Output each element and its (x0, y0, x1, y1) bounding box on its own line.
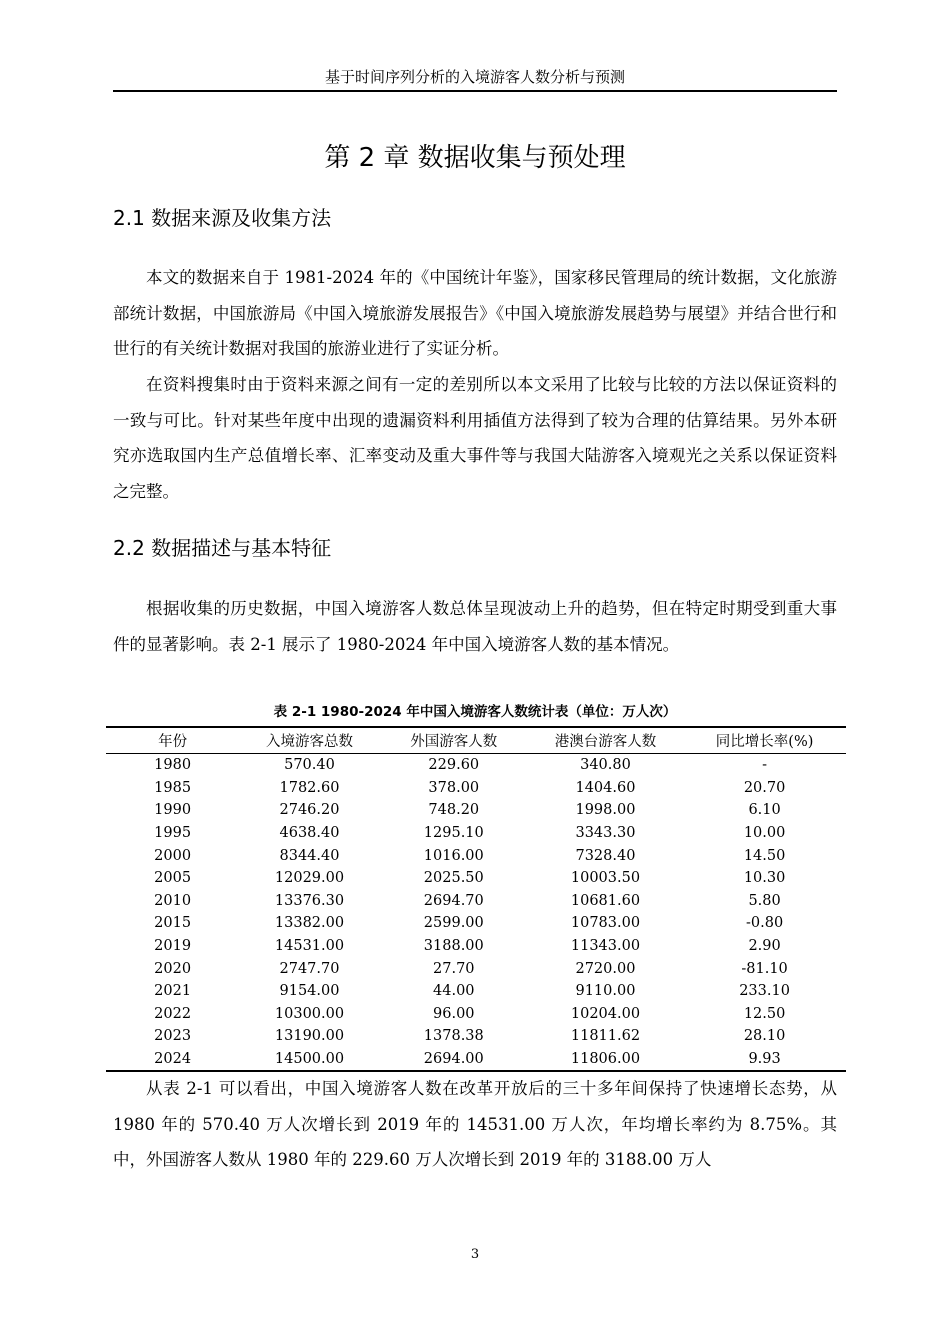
table-row (106, 890, 846, 913)
table-cell: 96.00 (433, 1005, 475, 1022)
table-cell: 2010 (154, 892, 192, 909)
table-row (106, 754, 846, 777)
table-cell: 11811.62 (570, 1028, 641, 1045)
table-cell: 20.70 (743, 779, 786, 796)
table-cell: 8344.40 (279, 847, 340, 864)
table-cell: 2024 (154, 1051, 192, 1068)
table-cell: 748.20 (428, 802, 480, 819)
table-cell: 1985 (154, 779, 192, 796)
table-cell: 10783.00 (570, 915, 641, 932)
table-cell: 3188.00 (423, 938, 484, 955)
table-cell: 229.60 (428, 757, 480, 774)
running-header: 基于时间序列分析的入境游客人数分析与预测 (113, 64, 837, 92)
table-cell: 13190.00 (274, 1028, 345, 1045)
table-cell: 10300.00 (274, 1005, 345, 1022)
table-cell: 10.30 (743, 870, 786, 887)
tourist-statistics-table (106, 726, 846, 1072)
table-cell: 2005 (154, 870, 192, 887)
table-cell: 9110.00 (575, 983, 636, 1000)
table-cell: 1782.60 (279, 779, 340, 796)
table-cell: -81.10 (741, 960, 788, 977)
table-row (106, 935, 846, 958)
table-cell: 14531.00 (274, 938, 345, 955)
table-cell: 7328.40 (575, 847, 636, 864)
table-cell: 9.93 (748, 1051, 781, 1068)
table-cell: 2720.00 (575, 960, 636, 977)
table-cell: 14500.00 (274, 1051, 345, 1068)
table-cell: 1995 (154, 825, 192, 842)
paragraph-collection-method: 在资料搜集时由于资料来源之间有一定的差别所以本文采用了比较与比较的方法以保证资料的一致与可比。针对某些年度中出现的遗漏资料利用插值方法得到了较为合理的估算结果。另外本研究亦选取国内生产总值增长率、汇率变动及重大事件等与我国大陆游客入境观光之关系以保证资料之完整。 (113, 375, 837, 501)
table-cell: 10681.60 (570, 892, 641, 909)
table-row (106, 822, 846, 845)
table-cell: 9154.00 (279, 983, 340, 1000)
table-caption: 表 2-1 1980-2024 年中国入境游客人数统计表（单位：万人次） (273, 704, 677, 720)
paragraph-analysis: 从表 2-1 可以看出，中国入境游客人数在改革开放后的三十多年间保持了快速增长态势，从 1980 年的 570.40 万人次增长到 2019 年的 14531.00 万人次，年均增长率约为 8.75%。其中，外国游客人数从 1980 年的 229.60 万人次增长到 2019 年的 3188.00 万人 (113, 1079, 837, 1169)
table-cell: 5.80 (748, 892, 781, 909)
chapter-title: 第 2 章 数据收集与预处理 (324, 143, 626, 173)
table-cell: 10204.00 (570, 1005, 641, 1022)
column-header: 入境游客总数 (239, 727, 380, 754)
table-row (106, 867, 846, 890)
table-cell: 340.80 (580, 757, 631, 774)
table-cell: 570.40 (284, 757, 335, 774)
table-cell: 27.70 (433, 960, 475, 977)
table-cell: -0.80 (745, 915, 784, 932)
table-cell: 28.10 (743, 1028, 786, 1045)
table-cell: 233.10 (739, 983, 790, 1000)
table-cell: 2599.00 (423, 915, 484, 932)
table-row (106, 1048, 846, 1072)
column-header: 港澳台游客人数 (528, 727, 683, 754)
section-heading-2-1: 2.1 数据来源及收集方法 (113, 206, 332, 230)
table-cell: 6.10 (748, 802, 781, 819)
table-cell: 11806.00 (570, 1051, 641, 1068)
table-cell: 2694.70 (423, 892, 484, 909)
section-heading-2-2: 2.2 数据描述与基本特征 (113, 536, 332, 560)
table-cell: - (762, 757, 768, 774)
table-row (106, 844, 846, 867)
table-cell: 3343.30 (575, 825, 636, 842)
table-row (106, 912, 846, 935)
table-cell: 1404.60 (575, 779, 636, 796)
table-cell: 378.00 (428, 779, 480, 796)
table-cell: 2020 (154, 960, 192, 977)
table-cell: 1295.10 (423, 825, 484, 842)
column-header: 年份 (106, 727, 239, 754)
table-cell: 4638.40 (279, 825, 340, 842)
table-cell: 2023 (154, 1028, 192, 1045)
table-cell: 1990 (154, 802, 192, 819)
table-cell: 13382.00 (274, 915, 345, 932)
table-header-row (106, 727, 846, 754)
table-row (106, 980, 846, 1003)
table-cell: 2015 (154, 915, 192, 932)
table-cell: 1980 (154, 757, 192, 774)
table-row (106, 777, 846, 800)
table-row (106, 799, 846, 822)
page-number: 3 (470, 1247, 480, 1262)
paragraph-data-description: 根据收集的历史数据，中国入境游客人数总体呈现波动上升的趋势，但在特定时期受到重大事件的显著影响。表 2-1 展示了 1980-2024 年中国入境游客人数的基本情况。 (113, 599, 837, 654)
table-cell: 1378.38 (423, 1028, 484, 1045)
table-cell: 2.90 (748, 938, 781, 955)
table-cell: 1016.00 (423, 847, 484, 864)
table-cell: 12.50 (743, 1005, 786, 1022)
table-cell: 13376.30 (274, 892, 345, 909)
table-cell: 2000 (154, 847, 192, 864)
table-cell: 44.00 (433, 983, 475, 1000)
table-cell: 2019 (154, 938, 192, 955)
table-row (106, 1003, 846, 1026)
table-cell: 14.50 (743, 847, 786, 864)
paragraph-data-sources: 本文的数据来自于 1981-2024 年的《中国统计年鉴》，国家移民管理局的统计数据，文化旅游部统计数据，中国旅游局《中国入境旅游发展报告》《中国入境旅游发展趋势与展望》并结合世行和世行的有关统计数据对我国的旅游业进行了实证分析。 (113, 268, 837, 358)
column-header: 外国游客人数 (380, 727, 528, 754)
table-cell: 2021 (154, 983, 192, 1000)
table-row (106, 1025, 846, 1048)
table-cell: 2025.50 (423, 870, 484, 887)
table-cell: 10.00 (743, 825, 786, 842)
table-cell: 2746.20 (279, 802, 340, 819)
table-cell: 11343.00 (570, 938, 641, 955)
table-cell: 2694.00 (423, 1051, 484, 1068)
table-cell: 2022 (154, 1005, 192, 1022)
table-cell: 10003.50 (570, 870, 641, 887)
table-row (106, 957, 846, 980)
table-cell: 2747.70 (279, 960, 340, 977)
column-header: 同比增长率(%) (683, 727, 846, 754)
table-cell: 12029.00 (274, 870, 345, 887)
table-cell: 1998.00 (575, 802, 636, 819)
